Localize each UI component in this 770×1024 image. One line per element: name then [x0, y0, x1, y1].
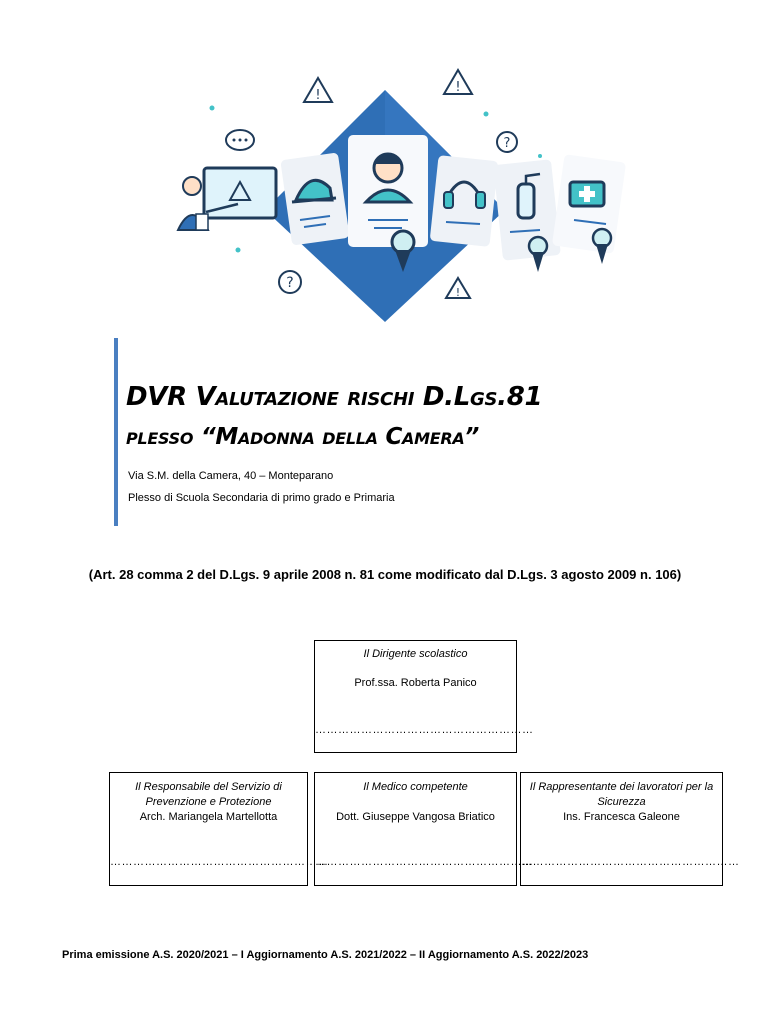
svg-text:!: ! — [315, 88, 321, 103]
signatory-role: Il Dirigente scolastico — [363, 648, 468, 660]
signatory-role: Il Rappresentante dei lavoratori per la Sicurezza — [529, 781, 714, 808]
revision-history: Prima emissione A.S. 2020/2021 – I Aggiornamento A.S. 2021/2022 – II Aggiornamento A.S. 2022/2023 — [62, 949, 589, 961]
first-aid-kit-icon — [552, 154, 626, 264]
signatory-name: Prof.ssa. Roberta Panico — [354, 677, 477, 689]
signatory-role: Il Medico competente — [363, 781, 468, 793]
signature-box-rls — [520, 772, 740, 886]
fire-extinguisher-icon — [493, 159, 561, 272]
presenter-icon — [178, 168, 276, 230]
signature-line: ………………………………………………… — [315, 724, 534, 736]
safety-illustration — [160, 60, 650, 330]
signature-line: ………………………………………………… — [315, 856, 534, 868]
ear-protection-icon — [430, 155, 499, 247]
signature-line: ………………………………………………… — [110, 856, 329, 868]
signatory-role: Il Responsabile del Servizio di Prevenzione e Protezione — [135, 781, 282, 808]
school-description: Plesso di Scuola Secondaria di primo grado e Primaria — [128, 492, 395, 504]
svg-text:!: ! — [455, 80, 461, 95]
address: Via S.M. della Camera, 40 – Monteparano — [128, 470, 334, 482]
signatory-name: Arch. Mariangela Martellotta — [139, 811, 278, 823]
signature-box-dirigente — [314, 640, 534, 753]
svg-text:?: ? — [286, 275, 294, 291]
svg-text:!: ! — [455, 286, 461, 299]
signatory-name: Dott. Giuseppe Vangosa Briatico — [336, 811, 495, 823]
chat-bubble-icon — [226, 130, 254, 150]
signature-box-medico — [314, 772, 534, 886]
signature-box-rspp — [109, 772, 329, 886]
safety-helmet-icon — [280, 152, 349, 245]
title-block — [114, 338, 734, 526]
document-title: DVR Valutazione rischi D.Lgs.81 — [126, 382, 543, 412]
signatory-name: Ins. Francesca Galeone — [563, 811, 680, 823]
document-subtitle: plesso “Madonna della Camera” — [126, 424, 480, 450]
signature-line: ………………………………………………… — [521, 856, 740, 868]
svg-text:?: ? — [503, 136, 511, 151]
legal-reference: (Art. 28 comma 2 del D.Lgs. 9 aprile 2008 n. 81 come modificato dal D.Lgs. 3 agosto 2009 n. 106) — [88, 567, 682, 582]
